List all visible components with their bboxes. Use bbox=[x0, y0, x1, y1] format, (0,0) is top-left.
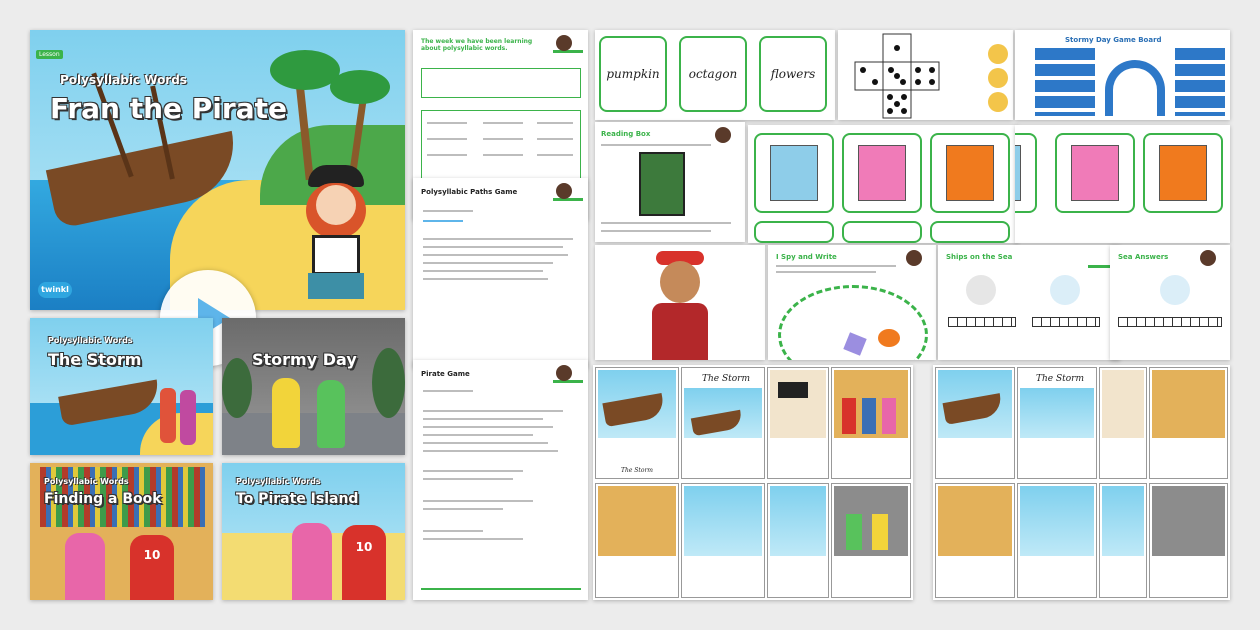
answers-title: Sea Answers bbox=[1118, 253, 1169, 261]
to-pirate-island-slide[interactable]: 10 Polysyllabic Words To Pirate Island bbox=[222, 463, 405, 600]
pirate-girl-icon bbox=[300, 165, 370, 305]
word-card-flowers[interactable]: flowers bbox=[759, 36, 827, 112]
avatar bbox=[556, 35, 572, 51]
main-slide-subtitle: Polysyllabic Words bbox=[60, 73, 187, 87]
reading-box-title: Reading Box bbox=[601, 130, 651, 138]
stormy-day-slide-title: Stormy Day bbox=[252, 350, 357, 369]
i-spy-title: I Spy and Write bbox=[776, 253, 837, 261]
color-cards-sheet[interactable] bbox=[748, 125, 1018, 243]
book-slide-title: Finding a Book bbox=[44, 491, 162, 507]
comic-title-2: The Storm bbox=[1036, 374, 1085, 384]
word-card-octagon[interactable]: octagon bbox=[679, 36, 747, 112]
child-yellow-coat-icon bbox=[272, 378, 300, 448]
ships-title: Ships on the Sea bbox=[946, 253, 1013, 261]
word-cards-sheet[interactable] bbox=[595, 30, 835, 120]
book-cover bbox=[639, 152, 685, 216]
paths-game-title: Polysyllabic Paths Game bbox=[421, 188, 518, 196]
reading-box-doc[interactable] bbox=[595, 122, 745, 242]
paths-game-doc[interactable] bbox=[413, 178, 588, 368]
main-slide-title: Fran the Pirate bbox=[50, 92, 287, 125]
color-cards-sheet-2[interactable] bbox=[1015, 125, 1230, 243]
pirate-game-title: Pirate Game bbox=[421, 370, 470, 378]
book-slide-subtitle: Polysyllabic Words bbox=[44, 477, 129, 486]
comic-sheet-1[interactable] bbox=[593, 365, 913, 600]
child-green-coat-icon bbox=[317, 380, 345, 448]
pirate-game-doc[interactable] bbox=[413, 360, 588, 600]
pirate-boy-sheet[interactable] bbox=[595, 245, 765, 360]
i-spy-doc[interactable] bbox=[768, 245, 936, 360]
answers-doc[interactable] bbox=[1110, 245, 1230, 360]
caption: The Storm bbox=[620, 467, 653, 474]
storm-slide-title: The Storm bbox=[48, 350, 142, 369]
pirate-icon bbox=[650, 251, 710, 360]
lesson-tag: Lesson bbox=[36, 50, 63, 59]
swatch bbox=[770, 145, 818, 201]
finding-a-book-slide[interactable]: 10 Polysyllabic Words Finding a Book bbox=[30, 463, 213, 600]
twinkl-logo: twinkl bbox=[38, 282, 72, 298]
island-slide-subtitle: Polysyllabic Words bbox=[236, 477, 321, 486]
storm-slide-subtitle: Polysyllabic Words bbox=[48, 336, 133, 345]
color-card-blue[interactable] bbox=[754, 133, 834, 213]
color-card-orange[interactable] bbox=[930, 133, 1010, 213]
comic-title: The Storm bbox=[702, 374, 751, 384]
comic-sheet-2[interactable] bbox=[933, 365, 1230, 600]
storm-slide[interactable] bbox=[30, 318, 213, 455]
color-card-pink[interactable] bbox=[842, 133, 922, 213]
ships-doc[interactable] bbox=[938, 245, 1120, 360]
lesson-doc-title: The week we have been learning about polysyllabic words. bbox=[421, 38, 533, 52]
stormy-day-slide[interactable] bbox=[222, 318, 405, 455]
dice-icon bbox=[843, 30, 963, 120]
game-board-sheet[interactable] bbox=[1015, 30, 1230, 120]
dice-sheet[interactable] bbox=[838, 30, 1013, 120]
game-board-title: Stormy Day Game Board bbox=[1065, 36, 1162, 44]
word-card-pumpkin[interactable]: pumpkin bbox=[599, 36, 667, 112]
island-slide-title: To Pirate Island bbox=[236, 491, 359, 507]
main-slide[interactable] bbox=[30, 30, 405, 310]
